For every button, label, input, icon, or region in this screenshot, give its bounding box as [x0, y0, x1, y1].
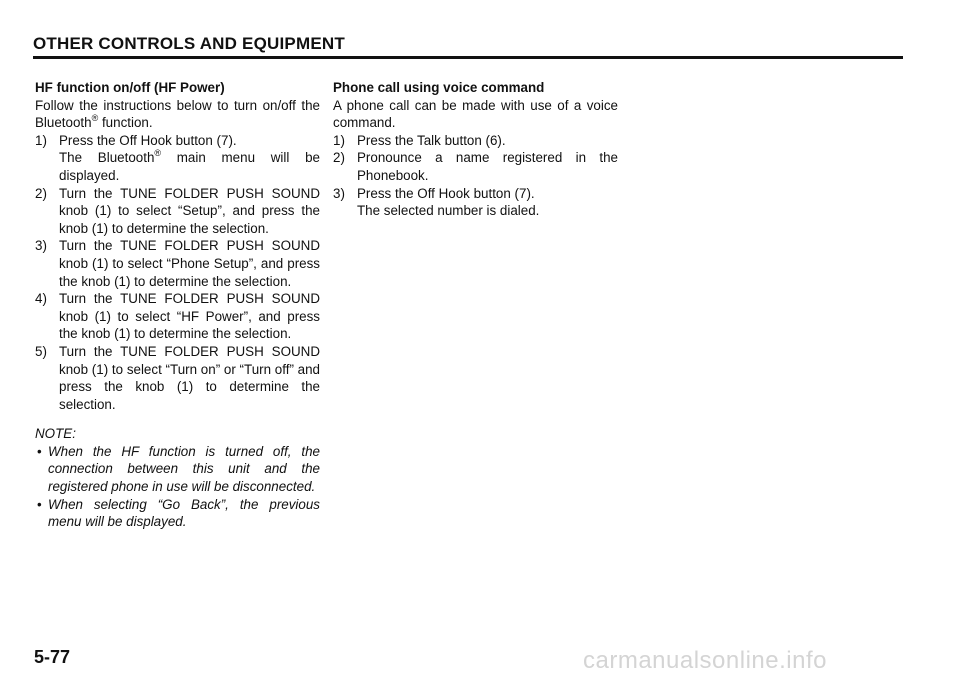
step-item [35, 237, 320, 290]
note-item [35, 443, 320, 496]
note-label: NOTE: [35, 426, 76, 442]
header-title: OTHER CONTROLS AND EQUIPMENT [33, 34, 345, 53]
step-number: 2) [35, 185, 47, 201]
hf-power-steps [35, 132, 320, 414]
section-title-hf-power: HF function on/off (HF Power) [35, 80, 225, 95]
note-item [35, 496, 320, 531]
bullet-icon: • [37, 496, 42, 512]
step-text: Press the Off Hook button (7). [357, 185, 535, 201]
note-list [35, 443, 320, 531]
step-number: 3) [333, 185, 345, 201]
step-item [35, 290, 320, 343]
hf-power-intro [35, 97, 320, 132]
step-item [35, 132, 320, 185]
page-number: 5-77 [34, 647, 71, 667]
page-header [33, 34, 903, 54]
intro-text-end: function. [98, 115, 153, 131]
section-title-voice-command: Phone call using voice command [333, 80, 545, 95]
step-text: Turn the TUNE FOLDER PUSH SOUND knob (1) to select “Phone Setup”, and press the knob (1) to determine the selection. [59, 238, 320, 289]
bullet-icon: • [37, 443, 42, 459]
step-text: Turn the TUNE FOLDER PUSH SOUND knob (1) to select “Setup”, and press the knob (1) to determine the selection. [59, 185, 320, 236]
step-text: Turn the TUNE FOLDER PUSH SOUND knob (1) to select “Turn on” or “Turn off” and press the knob (1) to determine the selection. [59, 343, 320, 412]
intro-text: Follow the instructions below to turn on/off the Bluetooth [35, 97, 320, 131]
note-text: When the HF function is turned off, the connection between this unit and the registered phone in use will be disconnected. [48, 443, 320, 495]
voice-command-intro: A phone call can be made with use of a voice command. [333, 97, 618, 131]
step-text: Press the Talk button (6). [357, 132, 506, 148]
step-number: 5) [35, 343, 47, 359]
note-text: When selecting “Go Back”, the previous menu will be displayed. [48, 496, 320, 530]
step-number: 4) [35, 291, 47, 307]
step-result-text: The Bluetooth [59, 150, 155, 166]
step-item [333, 185, 618, 220]
right-column [333, 79, 618, 220]
step-item [333, 132, 618, 150]
step-result-text-end: main menu will be displayed. [59, 150, 320, 183]
step-item [35, 185, 320, 238]
note-block [35, 425, 320, 531]
step-item [35, 343, 320, 413]
step-text: Pronounce a name registered in the Phonebook. [357, 150, 618, 183]
step-number: 3) [35, 238, 47, 254]
step-item [333, 149, 618, 184]
header-rule [33, 56, 903, 59]
watermark: carmanualsonline.info [583, 647, 827, 674]
voice-command-steps [333, 132, 618, 220]
step-result [59, 149, 320, 184]
step-result: The selected number is dialed. [357, 203, 540, 219]
step-text: Turn the TUNE FOLDER PUSH SOUND knob (1) to select “HF Power”, and press the knob (1) to determine the selection. [59, 291, 320, 342]
registered-mark: ® [154, 147, 162, 158]
step-number: 1) [35, 132, 47, 148]
step-text: Press the Off Hook button (7). [59, 132, 237, 148]
registered-mark: ® [91, 112, 99, 123]
left-column [35, 79, 320, 531]
step-number: 1) [333, 132, 345, 148]
step-number: 2) [333, 150, 345, 166]
